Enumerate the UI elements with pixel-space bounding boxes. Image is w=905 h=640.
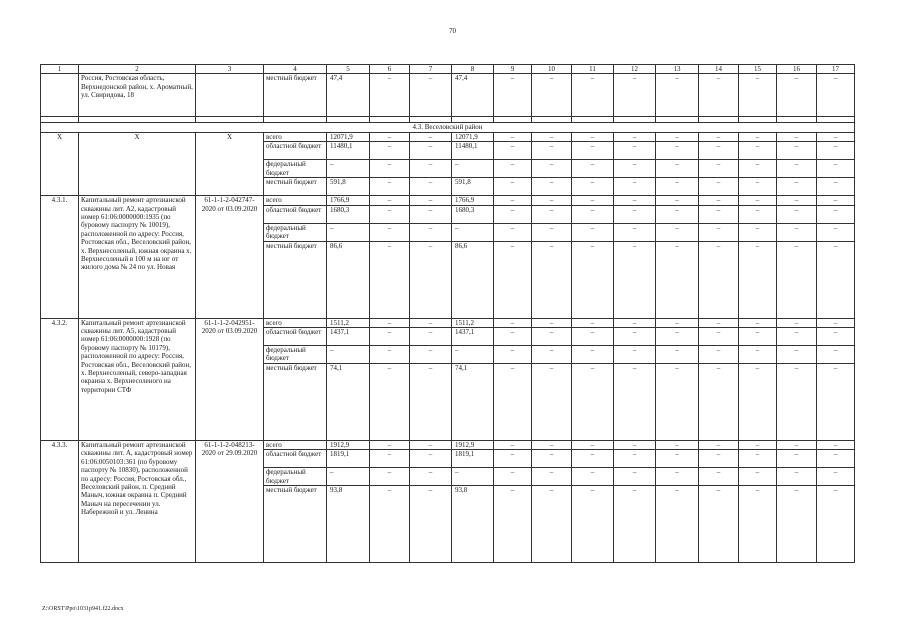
value-col-6: – [370, 318, 410, 327]
value-col-17: – [817, 364, 855, 441]
budget-type-cell: областной бюджет [264, 205, 327, 223]
item-description: Капитальный ремонт артезианской скважины лит. А5, кадастровый номер 61:06:0000000:1928 (по буровому паспорту № 10179), расположенной по адресу: Россия, Ростовская обл., Веселовский район, х. Верхнесоленый, северо-западная окраина х. Верхнесоленого на территории СТФ [79, 318, 196, 440]
value-col-13: – [656, 160, 699, 178]
value-col-13: – [656, 318, 699, 327]
value-col-15: – [739, 450, 777, 468]
header-col-7: 7 [410, 65, 452, 74]
value-col-5: – [327, 223, 370, 241]
value-col-16: – [777, 223, 817, 241]
value-col-6: – [370, 486, 410, 563]
value-col-14: – [699, 196, 739, 205]
value-col-16: – [777, 318, 817, 327]
footer-file-path: Z:\ORST\Ppo\1031p941.f22.docx [42, 606, 124, 612]
value-col-12: – [614, 450, 656, 468]
value-col-6: – [370, 441, 410, 450]
value-col-16: – [777, 132, 817, 141]
value-col-17: – [817, 74, 855, 117]
value-col-13: – [656, 468, 699, 486]
page-number: 70 [449, 27, 456, 35]
value-col-6: – [370, 178, 410, 196]
value-col-10: – [532, 178, 572, 196]
item-number: 4.3.1. [41, 196, 79, 318]
value-col-15: – [739, 142, 777, 160]
value-col-13: – [656, 241, 699, 318]
value-col-9: – [494, 241, 532, 318]
budget-type-cell: федеральный бюджет [264, 160, 327, 178]
value-col-6: – [370, 205, 410, 223]
budget-type-cell: федеральный бюджет [264, 346, 327, 364]
budget-type-cell: всего [264, 318, 327, 327]
item-row [41, 441, 855, 450]
value-col-5: 1680,3 [327, 205, 370, 223]
value-col-6: – [370, 223, 410, 241]
value-col-6: – [370, 364, 410, 441]
value-col-13: – [656, 223, 699, 241]
value-col-17: – [817, 205, 855, 223]
value-col-16: – [777, 328, 817, 346]
value-col-7: – [410, 486, 452, 563]
value-col-7: – [410, 328, 452, 346]
budget-type-cell: местный бюджет [264, 178, 327, 196]
value-col-16: – [777, 486, 817, 563]
value-col-17: – [817, 318, 855, 327]
value-col-7: – [410, 450, 452, 468]
value-col-12: – [614, 142, 656, 160]
value-col-10: – [532, 223, 572, 241]
header-col-1: 1 [41, 65, 79, 74]
value-col-14: – [699, 160, 739, 178]
value-col-9: – [494, 486, 532, 563]
section-row [41, 123, 855, 132]
value-col-8: 11480,1 [452, 142, 494, 160]
value-col-14: – [699, 346, 739, 364]
value-col-5: 1819,1 [327, 450, 370, 468]
value-col-16: – [777, 160, 817, 178]
value-col-7: – [410, 132, 452, 141]
value-col-12: – [614, 132, 656, 141]
value-col-5: 93,8 [327, 486, 370, 563]
header-col-3: 3 [196, 65, 264, 74]
header-col-14: 14 [699, 65, 739, 74]
value-col-7: – [410, 346, 452, 364]
value-col-11: – [572, 223, 614, 241]
value-col-15: – [739, 205, 777, 223]
budget-type-cell: федеральный бюджет [264, 223, 327, 241]
value-col-5: 11480,1 [327, 142, 370, 160]
budget-type-cell: областной бюджет [264, 142, 327, 160]
value-col-10: – [532, 160, 572, 178]
item-row [41, 318, 855, 327]
value-col-8: 1912,9 [452, 441, 494, 450]
header-col-15: 15 [739, 65, 777, 74]
value-col-8: 1511,2 [452, 318, 494, 327]
value-col-10: – [532, 142, 572, 160]
value-col-6: – [370, 241, 410, 318]
value-col-11: – [572, 468, 614, 486]
item-description: Капитальный ремонт артезианской скважины лит. А, кадастровый номер 61:06:0050103:361 (по буровому паспорту № 10830), расположенной по адресу: Россия, Ростовская обл., Веселовский район, п. Средний Маныч, южная окраина п. Средний Маныч на пересечении ул. Набережной и ул. Ленина [79, 441, 196, 563]
value-col-9: – [494, 364, 532, 441]
value-col-14: – [699, 142, 739, 160]
value-col-14: – [699, 328, 739, 346]
value-col-14: – [699, 74, 739, 117]
value-col-10: – [532, 486, 572, 563]
header-col-6: 6 [370, 65, 410, 74]
value-col-11: – [572, 178, 614, 196]
value-col-13: – [656, 74, 699, 117]
value-col-13: – [656, 364, 699, 441]
value-col-15: – [739, 486, 777, 563]
value-col-10: – [532, 196, 572, 205]
summary-x-col-3: X [196, 132, 264, 195]
value-col-8: 86,6 [452, 241, 494, 318]
value-col-6: – [370, 74, 410, 117]
header-col-2: 2 [79, 65, 196, 74]
value-col-10: – [532, 441, 572, 450]
header-col-17: 17 [817, 65, 855, 74]
budget-type-cell: всего [264, 196, 327, 205]
item-registration-code: 61-1-1-2-048213-2020 от 29.09.2020 [196, 441, 264, 563]
value-col-5: 74,1 [327, 364, 370, 441]
value-col-13: – [656, 132, 699, 141]
value-col-6: – [370, 346, 410, 364]
item-number: 4.3.3. [41, 441, 79, 563]
value-col-7: – [410, 223, 452, 241]
value-col-9: – [494, 328, 532, 346]
value-col-9: – [494, 132, 532, 141]
value-col-5: – [327, 160, 370, 178]
value-col-9: – [494, 160, 532, 178]
value-col-16: – [777, 74, 817, 117]
value-col-15: – [739, 196, 777, 205]
header-col-9: 9 [494, 65, 532, 74]
value-col-7: – [410, 364, 452, 441]
value-col-14: – [699, 318, 739, 327]
value-col-14: – [699, 441, 739, 450]
header-col-4: 4 [264, 65, 327, 74]
value-col-12: – [614, 346, 656, 364]
value-col-16: – [777, 178, 817, 196]
value-col-9: – [494, 318, 532, 327]
value-col-16: – [777, 196, 817, 205]
value-col-10: – [532, 450, 572, 468]
value-col-11: – [572, 74, 614, 117]
value-col-16: – [777, 142, 817, 160]
header-col-16: 16 [777, 65, 817, 74]
value-col-14: – [699, 178, 739, 196]
value-col-5: 1912,9 [327, 441, 370, 450]
value-col-17: – [817, 223, 855, 241]
value-col-13: – [656, 328, 699, 346]
value-col-8: – [452, 468, 494, 486]
value-col-9: – [494, 223, 532, 241]
value-col-12: – [614, 74, 656, 117]
value-col-16: – [777, 441, 817, 450]
value-col-7: – [410, 468, 452, 486]
value-col-6: – [370, 468, 410, 486]
value-col-14: – [699, 364, 739, 441]
value-col-12: – [614, 364, 656, 441]
value-col-6: – [370, 328, 410, 346]
value-col-9: – [494, 205, 532, 223]
value-col-14: – [699, 241, 739, 318]
continuation-row [41, 74, 855, 117]
value-col-13: – [656, 450, 699, 468]
value-col-6: – [370, 450, 410, 468]
value-col-5: 86,6 [327, 241, 370, 318]
value-col-15: – [739, 441, 777, 450]
value-col-8: 1680,3 [452, 205, 494, 223]
value-col-13: – [656, 346, 699, 364]
address-cell: Россия, Ростовская область, Верхнедонской район, х. Ароматный, ул. Свиридова, 18 [79, 74, 196, 117]
code-cell [196, 74, 264, 117]
budget-type-cell: местный бюджет [264, 486, 327, 563]
value-col-12: – [614, 441, 656, 450]
value-col-8: – [452, 346, 494, 364]
value-col-14: – [699, 223, 739, 241]
value-col-7: – [410, 142, 452, 160]
value-col-17: – [817, 178, 855, 196]
value-col-7: – [410, 205, 452, 223]
value-col-15: – [739, 223, 777, 241]
value-col-17: – [817, 132, 855, 141]
value-col-11: – [572, 205, 614, 223]
value-col-12: – [614, 223, 656, 241]
value-col-8: 1766,9 [452, 196, 494, 205]
value-col-15: – [739, 468, 777, 486]
value-col-9: – [494, 468, 532, 486]
value-col-10: – [532, 346, 572, 364]
summary-x-col-2: X [79, 132, 196, 195]
value-col-15: – [739, 328, 777, 346]
section-title: 4.3. Веселовский район [41, 123, 855, 132]
item-registration-code: 61-1-1-2-042951-2020 от 03.09.2020 [196, 318, 264, 440]
value-col-11: – [572, 450, 614, 468]
item-description: Капитальный ремонт артезианской скважины лит. А2, кадастровый номер 61:06:0000000:1935 (по буровому паспорту № 10019), расположенной по адресу: Россия, Ростовская обл., Веселовский район, х. Верхнесоленый, южная окраина х. Верхнесоленый в 100 м на юг от жилого дома № 24 по ул. Новая [79, 196, 196, 318]
value-col-17: – [817, 160, 855, 178]
value-col-10: – [532, 205, 572, 223]
value-col-14: – [699, 486, 739, 563]
value-col-10: – [532, 241, 572, 318]
budget-table [40, 64, 855, 563]
value-col-17: – [817, 142, 855, 160]
value-col-10: – [532, 132, 572, 141]
budget-type-cell: местный бюджет [264, 241, 327, 318]
value-col-14: – [699, 450, 739, 468]
value-col-6: – [370, 132, 410, 141]
value-col-11: – [572, 328, 614, 346]
value-col-15: – [739, 132, 777, 141]
value-col-9: – [494, 450, 532, 468]
value-col-11: – [572, 441, 614, 450]
value-col-15: – [739, 160, 777, 178]
value-col-6: – [370, 160, 410, 178]
budget-type-cell: местный бюджет [264, 74, 327, 117]
value-col-7: – [410, 74, 452, 117]
value-col-7: – [410, 160, 452, 178]
value-col-14: – [699, 205, 739, 223]
budget-type-cell: федеральный бюджет [264, 468, 327, 486]
budget-type-cell: всего [264, 132, 327, 141]
value-col-11: – [572, 160, 614, 178]
value-col-11: – [572, 346, 614, 364]
value-col-16: – [777, 450, 817, 468]
value-col-11: – [572, 241, 614, 318]
value-col-16: – [777, 241, 817, 318]
value-col-5: – [327, 468, 370, 486]
value-col-10: – [532, 468, 572, 486]
value-col-12: – [614, 328, 656, 346]
value-col-11: – [572, 318, 614, 327]
value-col-11: – [572, 196, 614, 205]
budget-type-cell: всего [264, 441, 327, 450]
value-col-8: – [452, 160, 494, 178]
value-col-10: – [532, 74, 572, 117]
value-col-15: – [739, 241, 777, 318]
header-col-13: 13 [656, 65, 699, 74]
value-col-17: – [817, 346, 855, 364]
value-col-5: 1766,9 [327, 196, 370, 205]
value-col-13: – [656, 486, 699, 563]
value-col-16: – [777, 205, 817, 223]
value-col-8: 93,8 [452, 486, 494, 563]
value-col-10: – [532, 328, 572, 346]
value-col-5: – [327, 346, 370, 364]
value-col-8: 1819,1 [452, 450, 494, 468]
value-col-13: – [656, 441, 699, 450]
value-col-16: – [777, 468, 817, 486]
value-col-9: – [494, 441, 532, 450]
value-col-15: – [739, 318, 777, 327]
value-col-14: – [699, 468, 739, 486]
value-col-17: – [817, 468, 855, 486]
value-col-17: – [817, 486, 855, 563]
value-col-9: – [494, 178, 532, 196]
value-col-8: 74,1 [452, 364, 494, 441]
value-col-8: 12071,9 [452, 132, 494, 141]
value-col-8: – [452, 223, 494, 241]
value-col-12: – [614, 196, 656, 205]
budget-type-cell: областной бюджет [264, 328, 327, 346]
value-col-5: 1511,2 [327, 318, 370, 327]
value-col-7: – [410, 196, 452, 205]
value-col-12: – [614, 468, 656, 486]
header-col-11: 11 [572, 65, 614, 74]
value-col-5: 12071,9 [327, 132, 370, 141]
value-col-10: – [532, 318, 572, 327]
value-col-5: 591,8 [327, 178, 370, 196]
header-row [41, 65, 855, 74]
value-col-5: 1437,1 [327, 328, 370, 346]
item-number: 4.3.2. [41, 318, 79, 440]
value-col-7: – [410, 318, 452, 327]
header-col-10: 10 [532, 65, 572, 74]
value-col-8: 591,8 [452, 178, 494, 196]
header-col-8: 8 [452, 65, 494, 74]
value-col-5: 47,4 [327, 74, 370, 117]
header-col-12: 12 [614, 65, 656, 74]
value-col-9: – [494, 346, 532, 364]
value-col-15: – [739, 364, 777, 441]
value-col-11: – [572, 142, 614, 160]
value-col-9: – [494, 196, 532, 205]
value-col-16: – [777, 364, 817, 441]
value-col-17: – [817, 241, 855, 318]
value-col-7: – [410, 178, 452, 196]
item-number-cell [41, 74, 79, 117]
summary-row [41, 132, 855, 141]
value-col-10: – [532, 364, 572, 441]
value-col-6: – [370, 142, 410, 160]
value-col-6: – [370, 196, 410, 205]
summary-x-col-1: X [41, 132, 79, 195]
value-col-11: – [572, 486, 614, 563]
value-col-9: – [494, 142, 532, 160]
value-col-12: – [614, 241, 656, 318]
value-col-12: – [614, 205, 656, 223]
item-row [41, 196, 855, 205]
value-col-11: – [572, 364, 614, 441]
value-col-12: – [614, 160, 656, 178]
value-col-13: – [656, 196, 699, 205]
value-col-9: – [494, 74, 532, 117]
value-col-15: – [739, 178, 777, 196]
value-col-14: – [699, 132, 739, 141]
value-col-7: – [410, 441, 452, 450]
budget-type-cell: областной бюджет [264, 450, 327, 468]
header-col-5: 5 [327, 65, 370, 74]
value-col-8: 47,4 [452, 74, 494, 117]
value-col-17: – [817, 328, 855, 346]
value-col-12: – [614, 486, 656, 563]
budget-type-cell: местный бюджет [264, 364, 327, 441]
value-col-13: – [656, 178, 699, 196]
value-col-12: – [614, 178, 656, 196]
value-col-12: – [614, 318, 656, 327]
value-col-17: – [817, 196, 855, 205]
value-col-17: – [817, 450, 855, 468]
item-registration-code: 61-1-1-2-042747-2020 от 03.09.2020 [196, 196, 264, 318]
value-col-8: 1437,1 [452, 328, 494, 346]
value-col-11: – [572, 132, 614, 141]
value-col-13: – [656, 142, 699, 160]
value-col-17: – [817, 441, 855, 450]
value-col-7: – [410, 241, 452, 318]
value-col-15: – [739, 346, 777, 364]
value-col-15: – [739, 74, 777, 117]
value-col-16: – [777, 346, 817, 364]
value-col-13: – [656, 205, 699, 223]
